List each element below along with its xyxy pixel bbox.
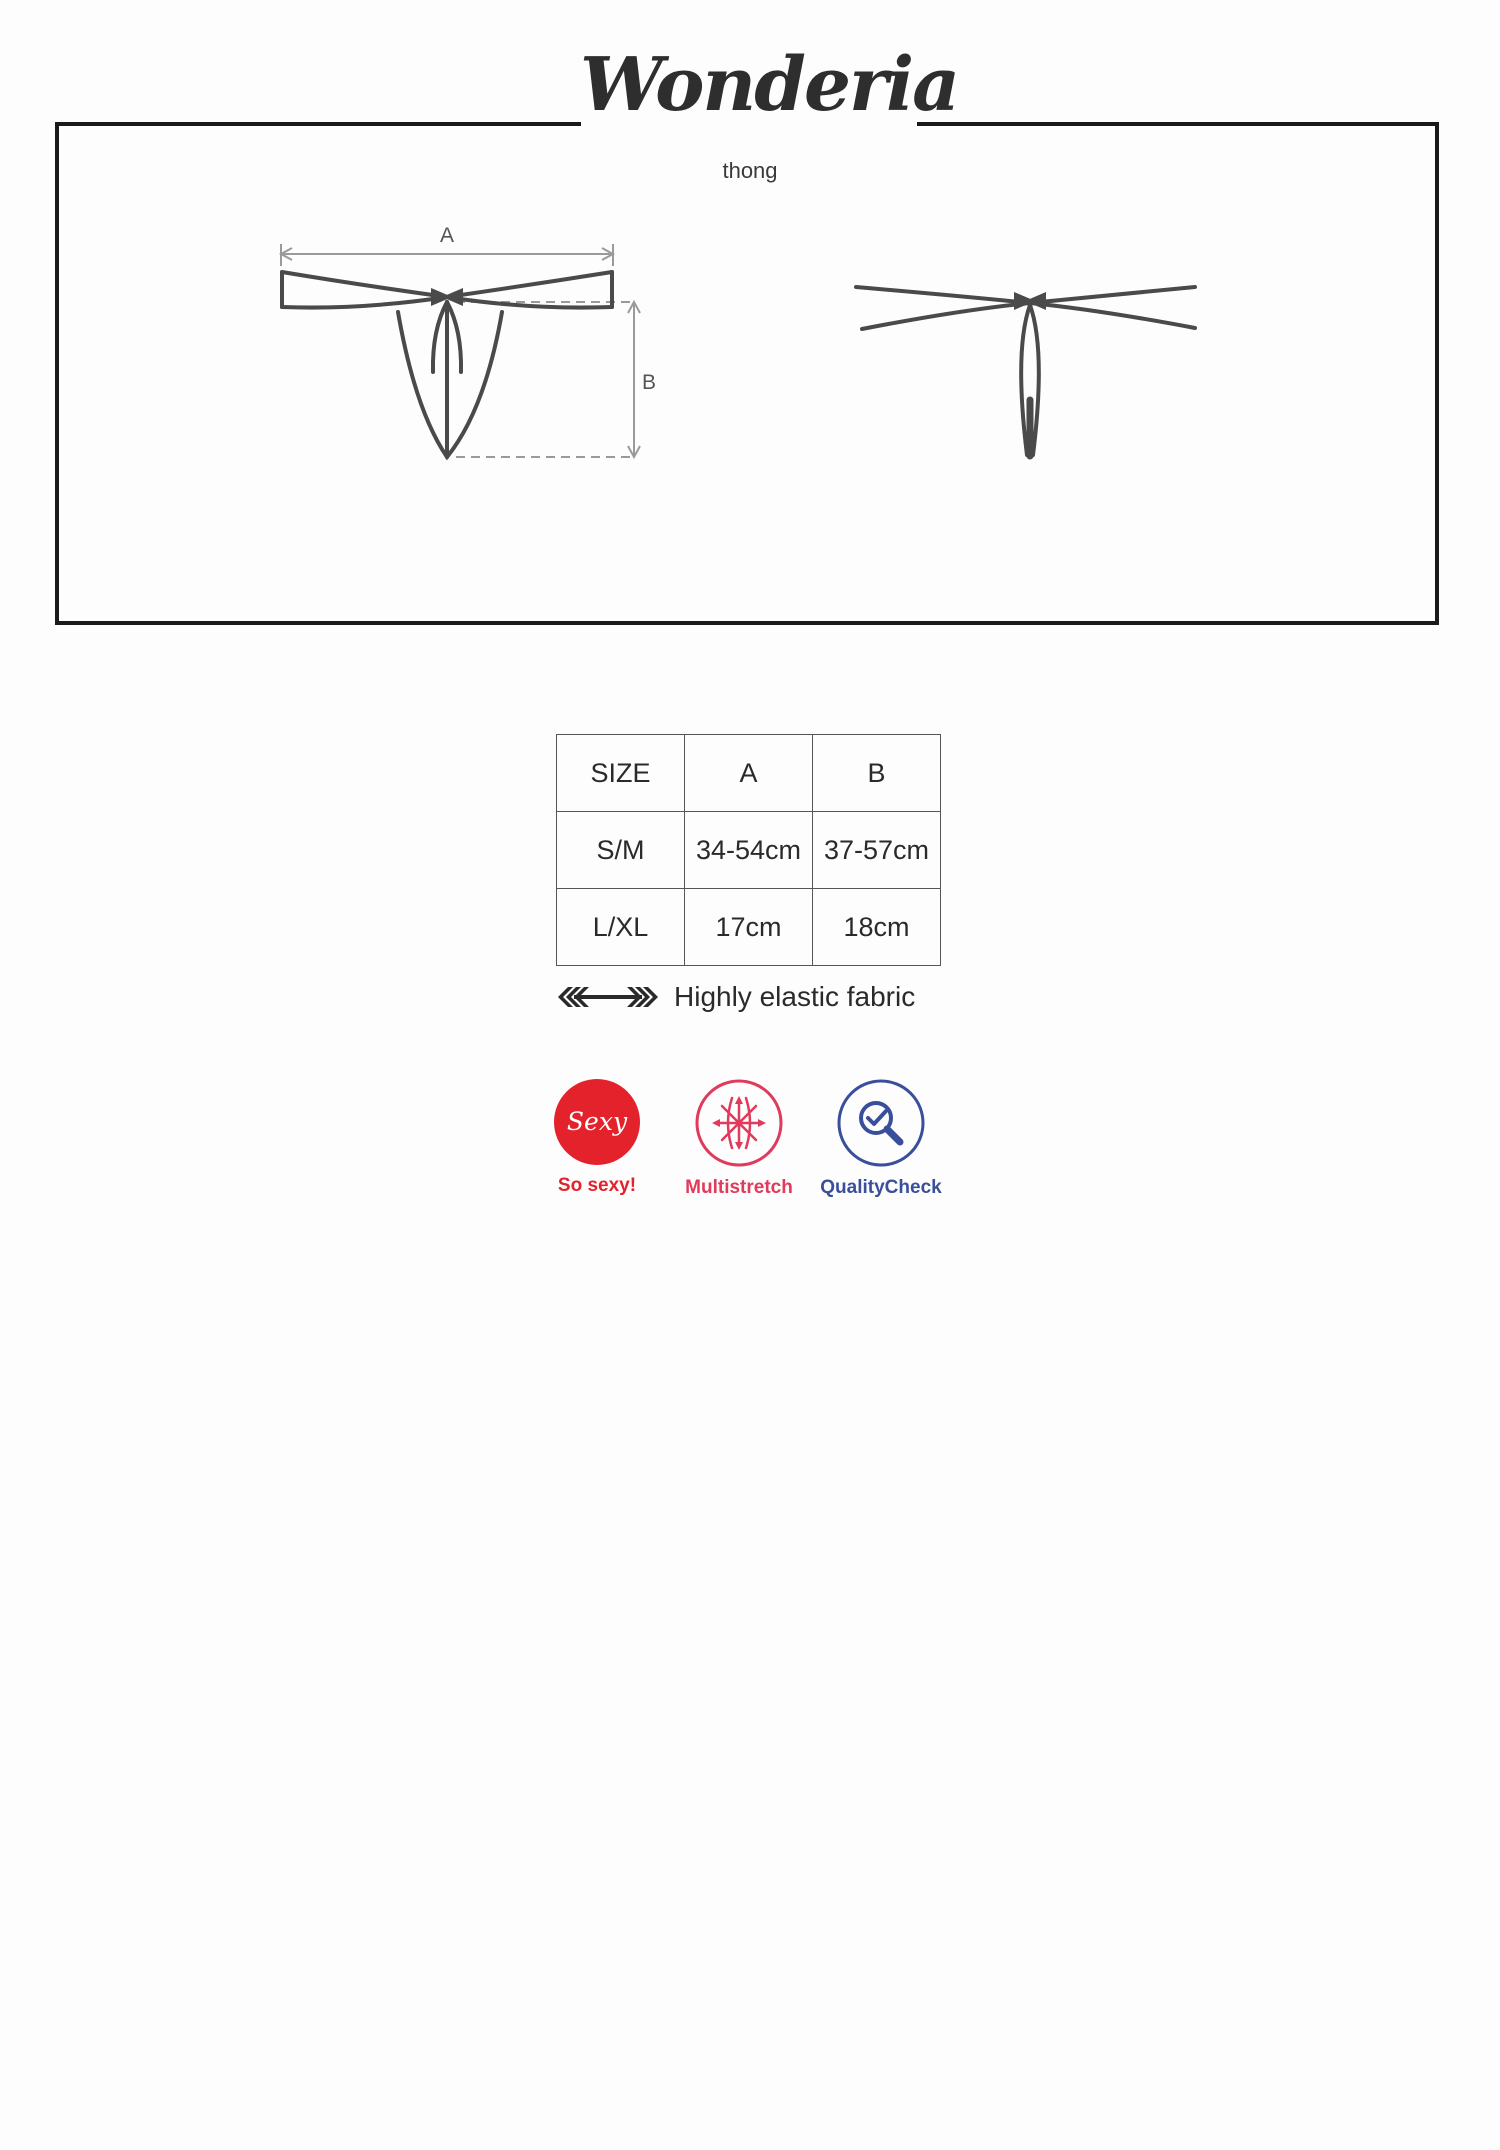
thong-front-view [282,272,612,457]
size-cell: S/M [557,812,685,889]
sexy-icon-text: Sexy [566,1107,628,1136]
elastic-note [556,978,915,1016]
value-cell-a: 34-54cm [685,812,813,889]
badge-quality-check [812,1078,950,1199]
badge-label-quality-check: QualityCheck [820,1177,942,1198]
thong-back-view [856,287,1195,456]
value-cell-b: 18cm [813,889,941,966]
thong-diagram [0,0,1500,640]
double-arrow-icon [556,984,660,1010]
table-row [557,812,941,889]
dimension-a-label: A [439,224,455,247]
size-table [556,734,941,966]
product-name: thong [722,158,778,183]
dimension-b [456,302,640,457]
header-b: B [813,735,941,812]
badge-multistretch [672,1078,806,1199]
sexy-icon [553,1078,641,1166]
header-a: A [685,735,813,812]
quality-check-icon [836,1078,926,1168]
multistretch-icon [694,1078,784,1168]
size-cell: L/XL [557,889,685,966]
elastic-note-text: Highly elastic fabric [674,981,916,1012]
dimension-a [281,244,613,266]
table-header-row [557,735,941,812]
table-row [557,889,941,966]
badge-label-so-sexy: So sexy! [557,1175,637,1196]
dimension-b-label: B [641,371,657,394]
brand-logo: Wonderia [580,42,959,128]
header-size: SIZE [557,735,685,812]
value-cell-a: 17cm [685,889,813,966]
badge-so-sexy [540,1078,654,1197]
badge-label-multistretch: Multistretch [685,1177,793,1198]
value-cell-b: 37-57cm [813,812,941,889]
